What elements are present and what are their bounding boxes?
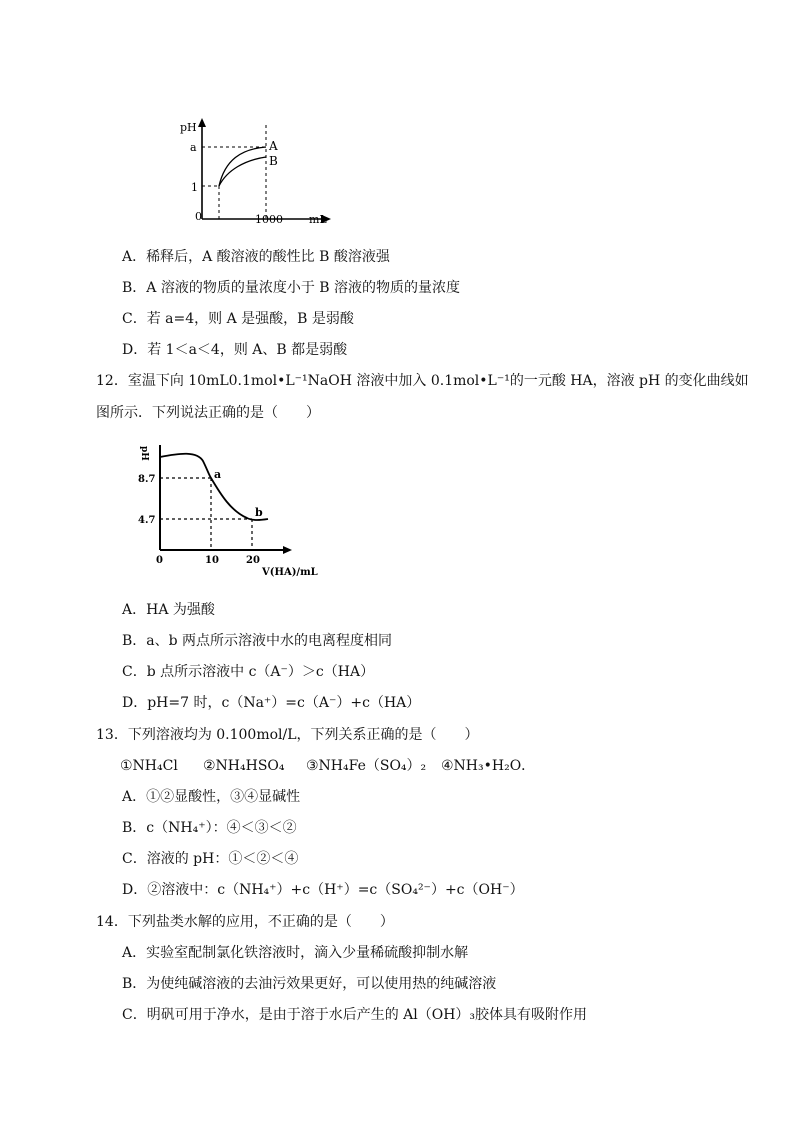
q11-option-d: D．若 1＜a＜4，则 A、B 都是弱酸 <box>122 342 348 358</box>
q12-tick-0: 0 <box>156 555 163 566</box>
q13-option-d: D．②溶液中：c（NH₄⁺）+c（H⁺）=c（SO₄²⁻）+c（OH⁻） <box>122 882 524 898</box>
q11-curve-b-label: B <box>269 154 278 168</box>
q11-tick-a: a <box>190 141 197 154</box>
q11-y-axis-arrow <box>198 118 206 127</box>
q11-option-b: B．A 溶液的物质的量浓度小于 B 溶液的物质的量浓度 <box>122 280 461 296</box>
q11-option-c: C．若 a=4，则 A 是强酸，B 是弱酸 <box>122 311 354 327</box>
q11-option-a: A．稀释后，A 酸溶液的酸性比 B 酸溶液强 <box>122 249 390 265</box>
q14-option-c: C．明矾可用于净水，是由于溶于水后产生的 Al（OH）₃胶体具有吸附作用 <box>122 1007 588 1023</box>
q12-tick-87: 8.7 <box>138 474 156 485</box>
q12-x-axis-arrow <box>283 546 292 554</box>
q11-tick-0: 0 <box>195 210 202 223</box>
q14-option-a: A．实验室配制氯化铁溶液时，滴入少量稀硫酸抑制水解 <box>122 945 469 961</box>
q11-ph-dilution-graph <box>175 115 345 230</box>
q12-tick-20: 20 <box>246 555 260 566</box>
q12-point-a: a <box>214 468 222 481</box>
q12-tick-47: 4.7 <box>138 515 156 526</box>
q12-stem-line1: 12．室温下向 10mL0.1mol•L⁻¹NaOH 溶液中加入 0.1mol•L⁻¹的一元酸 HA，溶液 pH 的变化曲线如 <box>96 373 749 389</box>
q11-curve-a-label: A <box>269 139 278 153</box>
q12-tick-10: 10 <box>205 555 219 566</box>
q13-option-a: A．①②显酸性，③④显碱性 <box>122 789 301 805</box>
q12-option-b: B．a、b 两点所示溶液中水的电离程度相同 <box>122 633 393 649</box>
q12-stem-line2: 图所示．下列说法正确的是（ ） <box>96 405 320 421</box>
q13-stem: 13．下列溶液均为 0.100mol/L，下列关系正确的是（ ） <box>96 727 479 743</box>
q12-ph-curve <box>160 454 268 520</box>
q13-substance-4: ④NH₃•H₂O． <box>441 758 536 774</box>
q12-option-c: C．b 点所示溶液中 c（A⁻）＞c（HA） <box>122 664 375 680</box>
q12-option-d: D．pH=7 时，c（Na⁺）=c（A⁻）+c（HA） <box>122 695 421 711</box>
q12-y-label: pH <box>139 446 149 461</box>
q11-curve-b <box>219 157 266 186</box>
q14-stem: 14．下列盐类水解的应用，不正确的是（ ） <box>96 914 394 930</box>
q12-x-label: V(HA)/mL <box>262 567 318 577</box>
q13-option-b: B．c（NH₄⁺）：④＜③＜② <box>122 820 297 836</box>
q12-point-b: b <box>255 506 263 519</box>
q13-option-c: C．溶液的 pH：①＜②＜④ <box>122 851 299 867</box>
q11-y-label: pH <box>180 121 197 134</box>
q12-option-a: A．HA 为强酸 <box>122 602 215 618</box>
q11-tick-1000: 1000 <box>255 213 283 226</box>
q13-substance-3: ③NH₄Fe（SO₄）₂ <box>306 758 427 774</box>
q13-substance-2: ②NH₄HSO₄ <box>203 758 285 774</box>
q11-tick-1: 1 <box>191 181 198 194</box>
q13-substance-1: ①NH₄Cl <box>120 758 178 774</box>
q14-option-b: B．为使纯碱溶液的去油污效果更好，可以使用热的纯碱溶液 <box>122 976 497 992</box>
q12-titration-chart <box>135 437 335 577</box>
q11-curve-a <box>219 147 266 186</box>
q11-x-label: mL <box>309 213 327 226</box>
